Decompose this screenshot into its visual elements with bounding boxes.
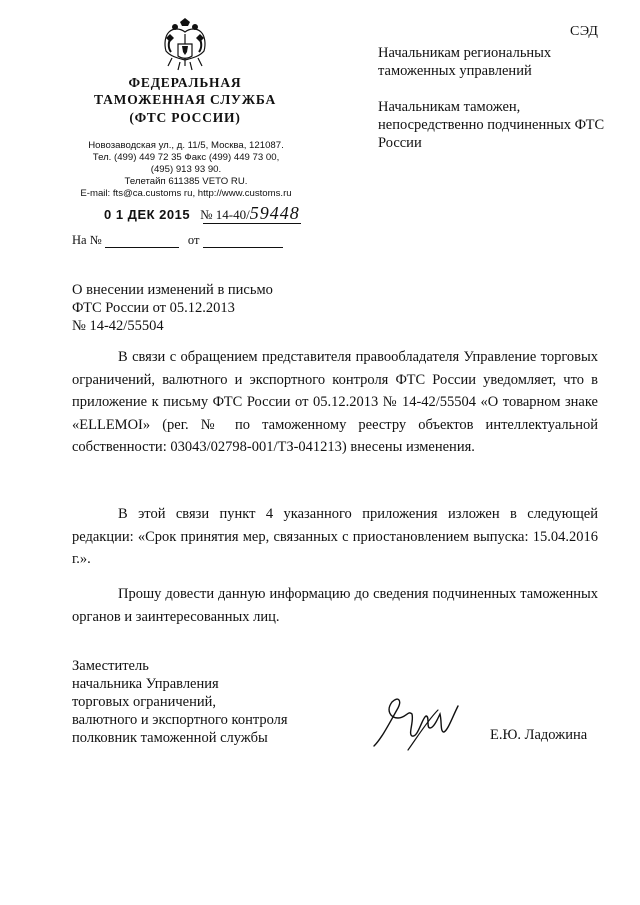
agency-contacts [68, 140, 304, 200]
double-headed-eagle-emblem-icon [160, 18, 210, 72]
signer-line3: торговых ограничений, [72, 694, 216, 710]
subject-line3: № 14-42/55504 [72, 318, 164, 334]
signer-line2: начальника Управления [72, 676, 219, 692]
agency-address: Новозаводская ул., д. 11/5, Москва, 121087. [88, 140, 284, 151]
agency-name-line2: ТАМОЖЕННАЯ СЛУЖБА [93, 92, 277, 107]
signer-line1: Заместитель [72, 658, 149, 674]
agency-teletype: Телетайп 611385 VETO RU. [124, 176, 248, 187]
outgoing-number-handwritten: 59448 [249, 203, 300, 223]
inbound-no-label: На № [72, 233, 102, 247]
signer-position [72, 657, 352, 747]
signer-line4: валютного и экспортного контроля [72, 712, 288, 728]
agency-name-line1: ФЕДЕРАЛЬНАЯ [128, 75, 242, 90]
outgoing-number-prefix: № 14-40/ [200, 207, 250, 222]
agency-name [70, 74, 300, 108]
inbound-reference-line [72, 233, 283, 248]
outgoing-number-line [104, 203, 300, 224]
subject-line1: О внесении изменений в письмо [72, 282, 273, 298]
body-paragraph-2: В этой связи пункт 4 указанного приложения изложен в следующей редакции: «Срок принятия мер, связанных с приостановлением выпуска: 15.04.2016 г.». [72, 506, 598, 567]
outgoing-date: 0 1 ДЕК 2015 [104, 207, 191, 222]
agency-phones: Тел. (499) 449 72 35 Факс (499) 449 73 00, [92, 152, 280, 163]
letter-subject [72, 281, 332, 335]
addressee-regional: Начальникам региональных таможенных управлений [378, 45, 552, 79]
addressee-customs: Начальникам таможен, непосредственно подчиненных ФТС России [378, 99, 605, 151]
agency-abbreviation: (ФТС РОССИИ) [129, 110, 241, 125]
agency-email: E-mail: fts@ca.customs ru, http://www.customs.ru [80, 188, 292, 199]
agency-phones-extra: (495) 913 93 90. [150, 164, 222, 175]
body-paragraph-3: Прошу довести данную информацию до сведения подчиненных таможенных органов и заинтересованных лиц. [72, 586, 598, 625]
handwritten-signature [368, 688, 468, 754]
body-paragraph-1: В связи с обращением представителя правообладателя Управление торговых ограничений, валютного и экспортного контроля ФТС России уведомляет, что в приложение к письму ФТС России от 05.12.2013 № 14-42/55504 «О товарном знаке «ELLEMOI» (рег. № по таможенному реестру объектов интеллектуальной собственности: 03043/02798-001/ТЗ-041213) внесены изменения. [72, 349, 598, 455]
inbound-from-label: от [187, 233, 200, 247]
signer-name: Е.Ю. Ладожина [490, 727, 588, 743]
outgoing-number-underline [203, 223, 301, 224]
inbound-from-blank [203, 235, 283, 248]
signer-line5: полковник таможенной службы [72, 730, 268, 746]
inbound-no-blank [105, 235, 179, 248]
sed-stamp: СЭД [570, 24, 599, 39]
subject-line2: ФТС России от 05.12.2013 [72, 300, 235, 316]
